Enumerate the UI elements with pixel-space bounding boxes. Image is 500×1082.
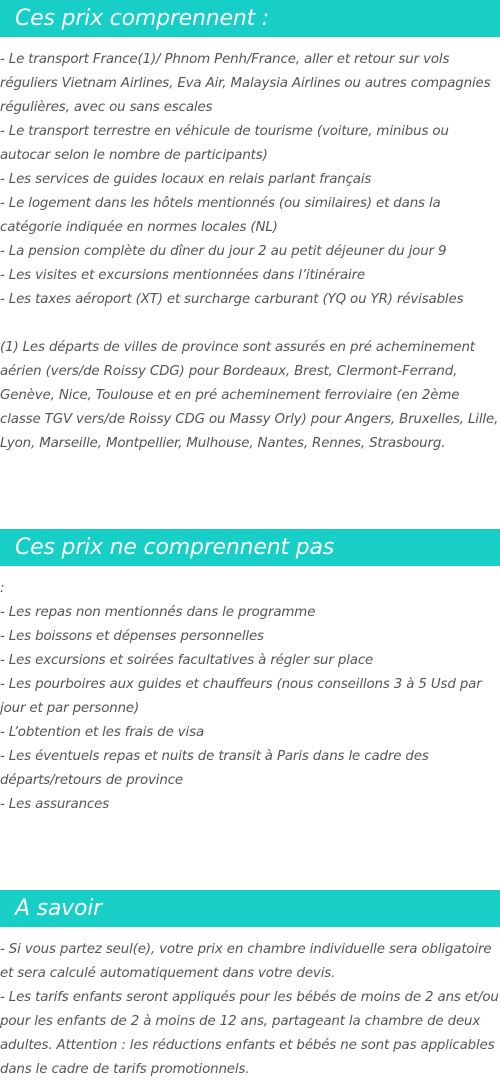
list-item: - Les taxes aéroport (XT) et surcharge carburant (YQ ou YR) révisables	[0, 292, 464, 307]
list-item: - Le logement dans les hôtels mentionnés (ou similaires) et dans la catégorie indiquée en normes locales (NL)	[0, 196, 441, 235]
list-item: - Le transport France(1)/ Phnom Penh/France, aller et retour sur vols réguliers Vietnam Airlines, Eva Air, Malaysia Airlines ou autres compagnies régulières, avec ou sans escales	[0, 52, 491, 115]
section-body-included	[0, 48, 500, 456]
section-body-not-included	[0, 577, 500, 817]
list-item: - Les assurances	[0, 797, 110, 812]
section-body-good-to-know	[0, 938, 500, 1082]
section-title-not-included: Ces prix ne comprennent pas	[0, 529, 500, 566]
list-item: - Les visites et excursions mentionnées dans l’itinéraire	[0, 268, 366, 283]
list-item: - Les pourboires aux guides et chauffeurs (nous conseillons 3 à 5 Usd par jour et par personne)	[0, 677, 482, 716]
section-title-good-to-know: A savoir	[0, 890, 500, 927]
list-item: - Le transport terrestre en véhicule de tourisme (voiture, minibus ou autocar selon le nombre de participants)	[0, 124, 449, 163]
list-item: - Les services de guides locaux en relais parlant français	[0, 172, 372, 187]
list-item: - L’obtention et les frais de visa	[0, 725, 205, 740]
section-title-included: Ces prix comprennent :	[0, 0, 500, 37]
list-item: - La pension complète du dîner du jour 2 au petit déjeuner du jour 9	[0, 244, 447, 259]
spacer	[0, 312, 500, 336]
list-item: - Si vous partez seul(e), votre prix en chambre individuelle sera obligatoire et sera calculé automatiquement dans votre devis.	[0, 942, 492, 981]
list-item: - Les excursions et soirées facultatives à régler sur place	[0, 653, 374, 668]
footnote: (1) Les départs de villes de province sont assurés en pré acheminement aérien (vers/de Roissy CDG) pour Bordeaux, Brest, Clermont-Ferrand, Genève, Nice, Toulouse et en pré acheminement ferroviaire (en 2ème classe TGV vers/de Roissy CDG ou Massy Orly) pour Angers, Bruxelles, Lille, Lyon, Marseille, Montpellier, Mulhouse, Nantes, Rennes, Strasbourg.	[0, 340, 499, 451]
section-intro: :	[0, 581, 5, 596]
list-item: - Les éventuels repas et nuits de transit à Paris dans le cadre des départs/retours de province	[0, 749, 429, 788]
list-item: - Les boissons et dépenses personnelles	[0, 629, 264, 644]
list-item: - Les tarifs enfants seront appliqués pour les bébés de moins de 2 ans et/ou pour les enfants de 2 à moins de 12 ans, partageant la chambre de deux adultes. Attention : les réductions enfants et bébés ne sont pas applicables dans le cadre de tarifs promotionnels.	[0, 990, 499, 1077]
list-item: - Les repas non mentionnés dans le programme	[0, 605, 316, 620]
